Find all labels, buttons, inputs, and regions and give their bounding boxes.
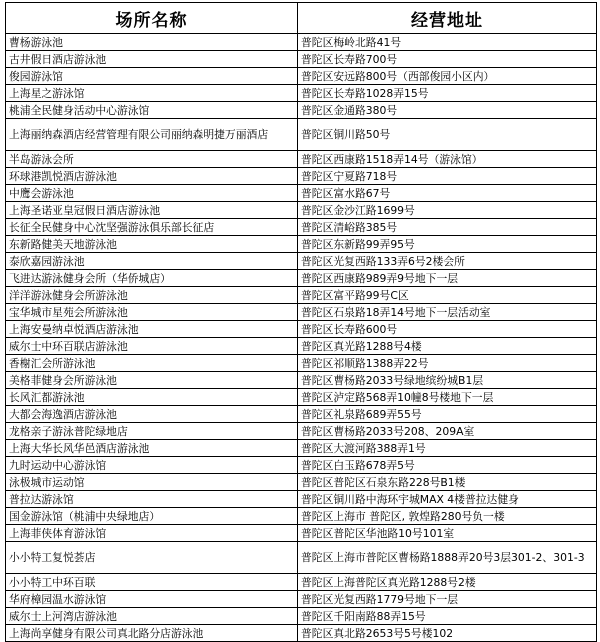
table-row (6, 34, 597, 51)
venue-name-cell: 环球港凯悦酒店游泳池 (6, 168, 298, 185)
address-cell: 普陀区上海普陀区真光路1288号2楼 (298, 574, 597, 591)
venue-name-cell: 国金游泳馆（桃浦中央绿地店） (6, 508, 298, 525)
address-cell: 普陀区祁顺路1388弄22号 (298, 355, 597, 372)
address-cell: 普陀区上海市普陀区曹杨路1888弄20号3层301-2、301-3 (298, 542, 597, 574)
venue-name-cell: 小小特工复悦荟店 (6, 542, 298, 574)
table-row (6, 185, 597, 202)
address-cell: 普陀区上海市 普陀区, 敦煌路280号负一楼 (298, 508, 597, 525)
address-cell: 普陀区曹杨路2033号208、209A室 (298, 423, 597, 440)
table-row (6, 491, 597, 508)
venue-name-cell: 威尔士中环百联店游泳池 (6, 338, 298, 355)
venue-name-cell: 上海尚享健身有限公司真北路分店游泳池 (6, 625, 298, 642)
address-cell: 普陀区梅岭北路41号 (298, 34, 597, 51)
address-cell: 普陀区真北路2653号5号楼102 (298, 625, 597, 642)
table-row (6, 542, 597, 574)
address-cell: 普陀区石泉路18弄14号地下一层活动室 (298, 304, 597, 321)
venue-name-cell: 威尔士上河湾店游泳池 (6, 608, 298, 625)
address-cell: 普陀区铜川路中海环宇城MAX 4楼普拉达健身 (298, 491, 597, 508)
table-row (6, 102, 597, 119)
venue-name-cell: 飞进达游泳健身会所（华侨城店） (6, 270, 298, 287)
address-cell: 普陀区普陀区华池路10号101室 (298, 525, 597, 542)
table-row (6, 51, 597, 68)
table-row (6, 85, 597, 102)
venue-name-cell: 上海菲侠体育游泳馆 (6, 525, 298, 542)
venue-name-cell: 美格菲健身会所游泳池 (6, 372, 298, 389)
table-row (6, 253, 597, 270)
address-cell: 普陀区真光路1288号4楼 (298, 338, 597, 355)
header-address: 经营地址 (298, 3, 597, 34)
address-cell: 普陀区西康路989弄9号地下一层 (298, 270, 597, 287)
venue-name-cell: 中鹰会游泳池 (6, 185, 298, 202)
table-row (6, 287, 597, 304)
address-cell: 普陀区长寿路600号 (298, 321, 597, 338)
venue-name-cell: 大都会海逸酒店游泳池 (6, 406, 298, 423)
table-row (6, 574, 597, 591)
address-cell: 普陀区普陀区石泉东路228号B1楼 (298, 474, 597, 491)
venue-name-cell: 泳极城市运动馆 (6, 474, 298, 491)
address-cell: 普陀区千阳南路88弄15号 (298, 608, 597, 625)
table-row (6, 508, 597, 525)
address-cell: 普陀区光复西路1779号地下一层 (298, 591, 597, 608)
venue-name-cell: 古井假日酒店游泳池 (6, 51, 298, 68)
venue-name-cell: 华府樟园温水游泳馆 (6, 591, 298, 608)
table-row (6, 219, 597, 236)
table-row (6, 372, 597, 389)
venue-name-cell: 曹杨游泳池 (6, 34, 298, 51)
venue-name-cell: 普拉达游泳馆 (6, 491, 298, 508)
table-row (6, 440, 597, 457)
venue-name-cell: 俊园游泳馆 (6, 68, 298, 85)
venue-name-cell: 香榭汇会所游泳池 (6, 355, 298, 372)
venue-name-cell: 泰欣嘉园游泳池 (6, 253, 298, 270)
table-row (6, 608, 597, 625)
table-header-row (6, 3, 597, 34)
venue-table (5, 2, 597, 642)
address-cell: 普陀区大渡河路388弄1号 (298, 440, 597, 457)
address-cell: 普陀区富平路99号C区 (298, 287, 597, 304)
table-row (6, 168, 597, 185)
venue-name-cell: 半岛游泳会所 (6, 151, 298, 168)
venue-name-cell: 上海安曼纳卓悦酒店游泳池 (6, 321, 298, 338)
address-cell: 普陀区光复西路133弄6号2楼会所 (298, 253, 597, 270)
table-row (6, 625, 597, 642)
table-row (6, 304, 597, 321)
table-row (6, 236, 597, 253)
table-row (6, 270, 597, 287)
address-cell: 普陀区西康路1518弄14号（游泳馆） (298, 151, 597, 168)
table-row (6, 355, 597, 372)
table-row (6, 68, 597, 85)
table-row (6, 338, 597, 355)
header-venue-name: 场所名称 (6, 3, 298, 34)
address-cell: 普陀区安远路800号（西部俊园小区内） (298, 68, 597, 85)
venue-name-cell: 上海大华长风华邑酒店游泳池 (6, 440, 298, 457)
address-cell: 普陀区宁夏路718号 (298, 168, 597, 185)
venue-name-cell: 长征全民健身中心沈坚强游泳俱乐部长征店 (6, 219, 298, 236)
address-cell: 普陀区曹杨路2033号绿地缤纷城B1层 (298, 372, 597, 389)
address-cell: 普陀区金通路380号 (298, 102, 597, 119)
address-cell: 普陀区礼泉路689弄55号 (298, 406, 597, 423)
address-cell: 普陀区铜川路50号 (298, 119, 597, 151)
venue-name-cell: 长风汇都游泳池 (6, 389, 298, 406)
venue-name-cell: 桃浦全民健身活动中心游泳馆 (6, 102, 298, 119)
venue-name-cell: 上海圣诺亚皇冠假日酒店游泳池 (6, 202, 298, 219)
table-row (6, 457, 597, 474)
table-row (6, 474, 597, 491)
address-cell: 普陀区长寿路700号 (298, 51, 597, 68)
table-row (6, 202, 597, 219)
table-row (6, 321, 597, 338)
table-row (6, 591, 597, 608)
address-cell: 普陀区富水路67号 (298, 185, 597, 202)
table-row (6, 525, 597, 542)
address-cell: 普陀区泸定路568弄10幢8号楼地下一层 (298, 389, 597, 406)
venue-name-cell: 龙格亲子游泳普陀绿地店 (6, 423, 298, 440)
table-row (6, 119, 597, 151)
address-cell: 普陀区金沙江路1699号 (298, 202, 597, 219)
venue-name-cell: 上海星之游泳馆 (6, 85, 298, 102)
address-cell: 普陀区清峪路385号 (298, 219, 597, 236)
venue-name-cell: 东新路健美天地游泳池 (6, 236, 298, 253)
table-row (6, 151, 597, 168)
table-row (6, 389, 597, 406)
venue-name-cell: 小小特工中环百联 (6, 574, 298, 591)
address-cell: 普陀区白玉路678弄5号 (298, 457, 597, 474)
address-cell: 普陀区东新路99弄95号 (298, 236, 597, 253)
venue-name-cell: 九时运动中心游泳馆 (6, 457, 298, 474)
venue-name-cell: 上海丽纳森酒店经营管理有限公司丽纳森明捷万丽酒店 (6, 119, 298, 151)
address-cell: 普陀区长寿路1028弄15号 (298, 85, 597, 102)
venue-name-cell: 宝华城市星苑会所游泳池 (6, 304, 298, 321)
table-row (6, 423, 597, 440)
table-body (6, 34, 597, 642)
table-row (6, 406, 597, 423)
venue-name-cell: 洋洋游泳健身会所游泳池 (6, 287, 298, 304)
